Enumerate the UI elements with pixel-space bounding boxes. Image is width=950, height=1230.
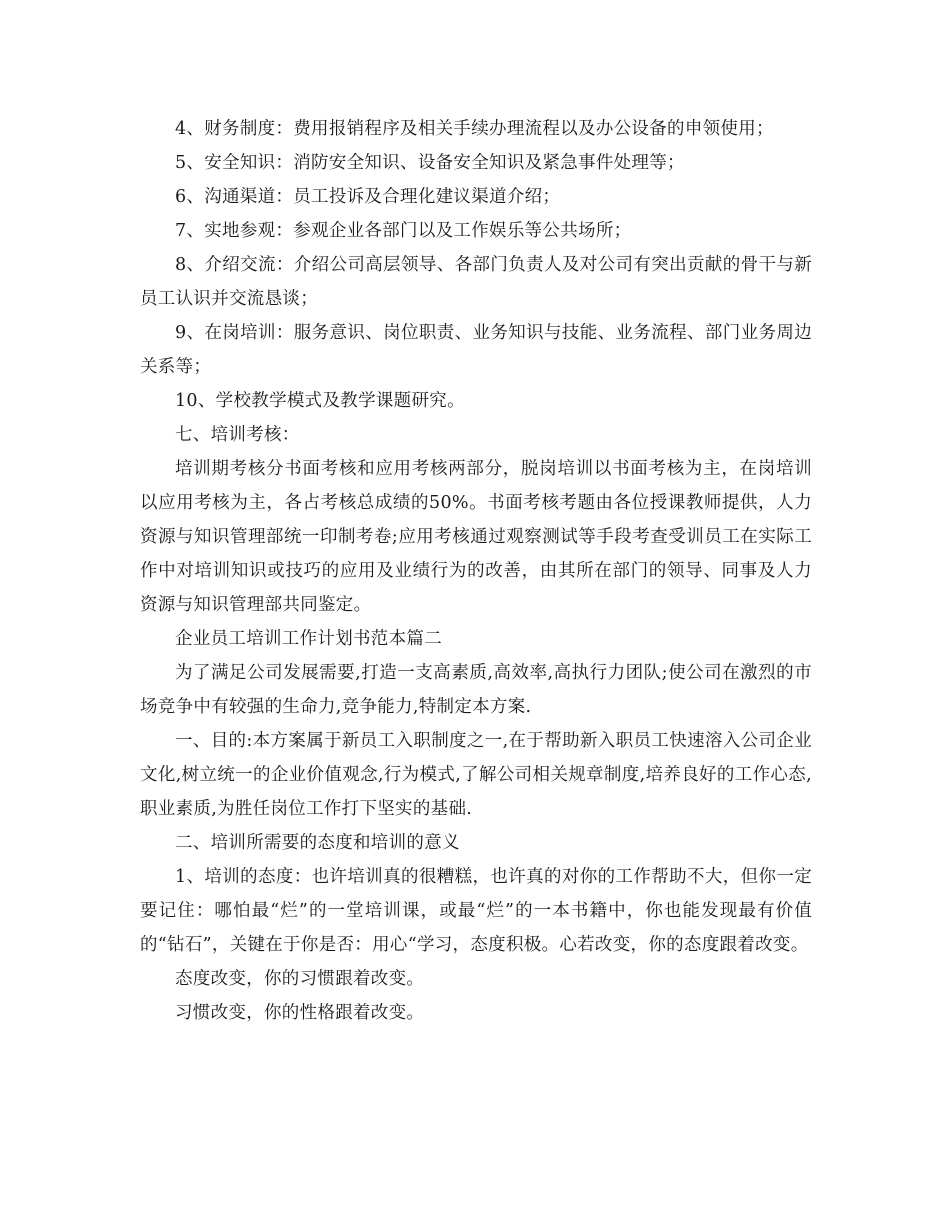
paragraph-on-the-job-training: 9、在岗培训：服务意识、岗位职责、业务知识与技能、业务流程、部门业务周边关系等；	[140, 323, 812, 377]
paragraph-site-visit: 7、实地参观：参观企业各部门以及工作娱乐等公共场所；	[175, 221, 632, 241]
paragraph-finance-policy: 4、财务制度：费用报销程序及相关手续办理流程以及办公设备的申领使用；	[175, 119, 774, 139]
paragraph-safety-knowledge: 5、安全知识：消防安全知识、设备安全知识及紧急事件处理等；	[175, 153, 685, 173]
document-body	[140, 112, 812, 1030]
section-heading-training-assessment: 七、培训考核：	[175, 425, 300, 445]
paragraph-purpose-intro: 为了满足公司发展需要,打造一支高素质,高效率,高执行力团队;使公司在激烈的市场竞争中有较强的生命力,竞争能力,特制定本方案.	[140, 663, 812, 717]
paragraph-assessment-details: 培训期考核分书面考核和应用考核两部分，脱岗培训以书面考核为主，在岗培训以应用考核为主，各占考核总成绩的50%。书面考核考题由各位授课教师提供，人力资源与知识管理部统一印制考卷;应用考核通过观察测试等手段考查受训员工在实际工作中对培训知识或技巧的应用及业绩行为的改善，由其所在部门的领导、同事及人力资源与知识管理部共同鉴定。	[140, 459, 812, 615]
paragraph-objective: 一、目的:本方案属于新员工入职制度之一,在于帮助新入职员工快速溶入公司企业文化,树立统一的企业价值观念,行为模式,了解公司相关规章制度,培养良好的工作心态,职业素质,为胜任岗位工作打下坚实的基础.	[140, 731, 812, 819]
section-heading-part-two: 企业员工培训工作计划书范本篇二	[175, 629, 442, 649]
paragraph-communication-channels: 6、沟通渠道：员工投诉及合理化建议渠道介绍；	[175, 187, 561, 207]
paragraph-introduction-exchange: 8、介绍交流：介绍公司高层领导、各部门负责人及对公司有突出贡献的骨干与新员工认识并交流恳谈；	[140, 255, 812, 309]
paragraph-training-attitude: 1、培训的态度：也许培训真的很糟糕，也许真的对你的工作帮助不大，但你一定要记住：哪怕最“烂”的一堂培训课，或最“烂”的一本书籍中，你也能发现最有价值的“钻石”，关键在于你是否：用心“学习，态度积极。心若改变，你的态度跟着改变。	[140, 867, 812, 955]
paragraph-attitude-habit: 态度改变，你的习惯跟着改变。	[175, 969, 425, 989]
paragraph-habit-character: 习惯改变，你的性格跟着改变。	[175, 1003, 425, 1023]
section-heading-attitude-meaning: 二、培训所需要的态度和培训的意义	[175, 833, 460, 853]
paragraph-teaching-model: 10、学校教学模式及教学课题研究。	[175, 391, 465, 411]
